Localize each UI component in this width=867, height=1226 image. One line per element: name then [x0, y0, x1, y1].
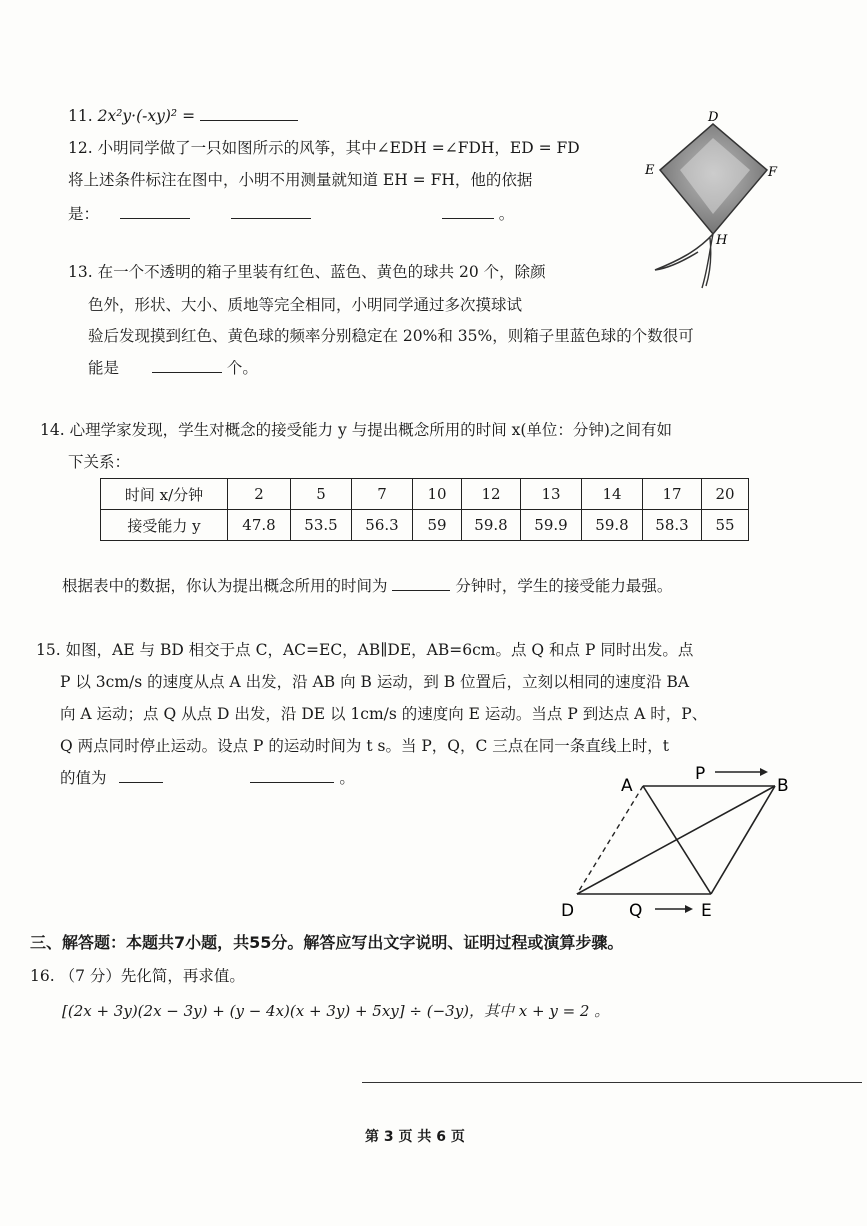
q14-data-table — [100, 478, 749, 541]
table-cell: 59.8 — [462, 510, 521, 541]
table-cell: 5 — [291, 479, 352, 510]
footer-divider — [362, 1082, 862, 1083]
q12-line3 — [68, 202, 514, 224]
q11-expression: 2x²y·(-xy)² = — [97, 107, 196, 125]
arrow-q-head — [685, 905, 693, 913]
q12-answer-blank-1[interactable] — [120, 202, 190, 219]
q12-line3-suffix: 。 — [498, 205, 515, 223]
page-number: 第 3 页 共 6 页 — [365, 1129, 465, 1145]
q16-expression: [(2x + 3y)(2x − 3y) + (y − 4x)(x + 3y) + 5xy] ÷ (−3y)，其中 x + y = 2 。 — [62, 1002, 610, 1020]
q13-line4-suffix: 个。 — [226, 359, 258, 377]
q12-line3-prefix: 是： — [68, 205, 100, 223]
table-cell: 59.8 — [582, 510, 643, 541]
table-cell: 17 — [643, 479, 702, 510]
fig-label-p: P — [695, 764, 706, 784]
table-cell: 56.3 — [352, 510, 413, 541]
table-cell: 10 — [413, 479, 462, 510]
table-header-ability: 接受能力 y — [101, 510, 228, 541]
table-cell: 58.3 — [643, 510, 702, 541]
fig-label-b: B — [777, 776, 789, 796]
q14-question-prefix: 根据表中的数据，你认为提出概念所用的时间为 — [62, 577, 388, 595]
kite-tail-left — [655, 234, 713, 270]
fig-label-q: Q — [629, 901, 643, 921]
q15-line4: Q 两点同时停止运动。设点 P 的运动时间为 t s。当 P，Q，C 三点在同一条直线上时，t — [60, 737, 670, 755]
q12-line2: 将上述条件标注在图中，小明不用测量就知道 EH = FH，他的依据 — [68, 171, 533, 189]
q12-answer-blank-2[interactable] — [231, 202, 311, 219]
segment-bd — [577, 786, 775, 894]
q15-line5-prefix: 的值为 — [60, 769, 107, 787]
table-cell: 59.9 — [521, 510, 582, 541]
section-3-heading: 三、解答题：本题共7小题，共55分。解答应写出文字说明、证明过程或演算步骤。 — [30, 933, 624, 952]
q13-line1: 13. 在一个不透明的箱子里装有红色、蓝色、黄色的球共 20 个，除颜 — [68, 263, 546, 281]
q15-line5 — [60, 766, 355, 788]
segment-be — [711, 786, 775, 894]
q15-line3: 向 A 运动；点 Q 从点 D 出发，沿 DE 以 1cm/s 的速度向 E 运动。当点 P 到达点 A 时，P、 — [60, 705, 708, 723]
q14-line2: 下关系： — [68, 453, 131, 471]
fig-label-e: E — [701, 901, 712, 921]
table-cell: 13 — [521, 479, 582, 510]
q15-line2: P 以 3cm/s 的速度从点 A 出发，沿 AB 向 B 运动，到 B 位置后，立刻以相同的速度沿 BA — [60, 673, 690, 691]
q11-answer-blank[interactable] — [200, 104, 298, 121]
table-cell: 53.5 — [291, 510, 352, 541]
kite-label-h: H — [716, 233, 728, 248]
q11 — [68, 104, 298, 125]
kite-label-f: F — [768, 165, 778, 180]
fig-label-a: A — [621, 776, 633, 796]
segment-ad-dashed — [577, 786, 643, 894]
table-cell: 47.8 — [228, 510, 291, 541]
q12-line1: 12. 小明同学做了一只如图所示的风筝，其中∠EDH =∠FDH，ED = FD — [68, 139, 580, 157]
table-cell: 12 — [462, 479, 521, 510]
q13-line4-prefix: 能是 — [88, 359, 120, 377]
q16-line1: 16. （7 分）先化简，再求值。 — [30, 967, 245, 985]
q14-question-suffix: 分钟时，学生的接受能力最强。 — [455, 577, 673, 595]
q15-line1: 15. 如图，AE 与 BD 相交于点 C，AC=EC，AB∥DE，AB=6cm。点 Q 和点 P 同时出发。点 — [36, 641, 694, 659]
table-row — [101, 510, 749, 541]
q13-line2: 色外，形状、大小、质地等完全相同，小明同学通过多次摸球试 — [88, 296, 523, 314]
kite-figure — [640, 108, 790, 293]
table-cell: 7 — [352, 479, 413, 510]
q13-line4 — [88, 356, 258, 378]
q15-answer-blank-2[interactable] — [250, 766, 334, 783]
table-row — [101, 479, 749, 510]
kite-label-e: E — [645, 163, 655, 178]
q15-answer-blank-1[interactable] — [119, 766, 163, 783]
table-cell: 59 — [413, 510, 462, 541]
q14-answer-blank[interactable] — [392, 574, 450, 591]
fig-label-d: D — [561, 901, 575, 921]
arrow-p-head — [760, 768, 768, 776]
table-cell: 20 — [702, 479, 749, 510]
table-cell: 2 — [228, 479, 291, 510]
q14-line1: 14. 心理学家发现，学生对概念的接受能力 y 与提出概念所用的时间 x(单位：分钟)之间有如 — [40, 421, 672, 439]
q14-question — [62, 574, 672, 596]
q15-line5-suffix: 。 — [339, 769, 355, 787]
table-cell: 55 — [702, 510, 749, 541]
table-cell: 14 — [582, 479, 643, 510]
q11-number: 11. — [68, 107, 93, 125]
kite-label-d: D — [708, 110, 719, 125]
q13-answer-blank[interactable] — [152, 356, 222, 373]
q15-figure — [555, 760, 815, 925]
table-header-time: 时间 x/分钟 — [101, 479, 228, 510]
q12-answer-blank-3[interactable] — [442, 202, 494, 219]
q13-line3: 验后发现摸到红色、黄色球的频率分别稳定在 20%和 35%，则箱子里蓝色球的个数很可 — [88, 327, 694, 345]
